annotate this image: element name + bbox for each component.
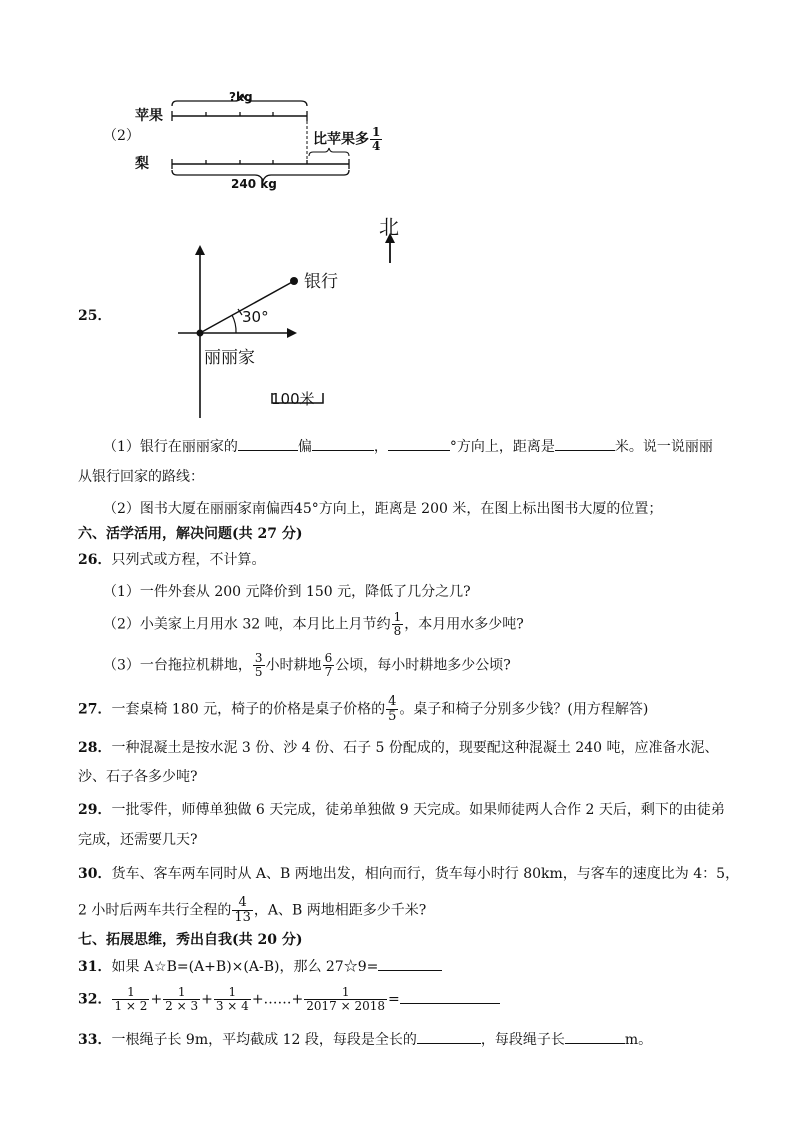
bank-label: 银行 [304, 272, 338, 292]
pear-total-label: 240 kg [231, 177, 277, 191]
q26: 26．只列式或方程，不计算。 [78, 552, 266, 568]
north-label: 北 [379, 215, 399, 239]
q29: 29．一批零件，师傅单独做 6 天完成，徒弟单独做 9 天完成。如果师徒两人合作 2 天后，剩下的由徒弟 [78, 802, 725, 818]
q28-line2: 沙、石子各多少吨? [78, 769, 198, 785]
answer-blank[interactable] [388, 436, 450, 451]
fraction: $\frac{4}{13}$ [234, 895, 251, 925]
compare-text: 比苹果多 $\frac{1}{4}$ [313, 125, 381, 153]
apple-total-label: ?kg [229, 90, 253, 104]
compass-diagram [150, 205, 410, 425]
segment-diagram [95, 82, 415, 197]
apple-label: 苹果 [135, 108, 163, 124]
q30: 30．货车、客车两车同时从 A、B 两地出发，相向而行，货车每小时行 80km，与客车的速度比为 4：5， [78, 866, 740, 882]
q25-part2: （2）图书大厦在丽丽家南偏西45°方向上，距离是 200 米，在图上标出图书大厦的位置； [103, 501, 663, 517]
q26-sub1: （1）一件外套从 200 元降价到 150 元，降低了几分之几? [103, 584, 471, 600]
q25-part1: （1）银行在丽丽家的 偏 ， °方向上，距离是 米。说一说丽丽 [103, 436, 713, 457]
answer-blank[interactable] [555, 436, 615, 451]
q32: 32． $\frac{1}{1 \times 2}$ + $\frac{1}{2 \times 3}$ + $\frac{1}{3 \times 4}$ +……+ $\frac{1}{2017 \times 2018}$ = [78, 986, 500, 1013]
home-label: 丽丽家 [204, 348, 255, 368]
q25-number: 25． [78, 308, 112, 324]
q27: 27．一套桌椅 180 元，椅子的价格是桌子价格的 $\frac{4}{5}$ 。桌子和椅子分别多少钱？(用方程解答) [78, 694, 649, 724]
angle-label: 30° [242, 308, 269, 326]
diagram-index: （2） [103, 128, 140, 144]
q31: 31．如果 A☆B=(A+B)×(A-B)，那么 27☆9= [78, 956, 442, 977]
fraction: $\frac{3}{5}$ [254, 651, 263, 679]
answer-blank[interactable] [238, 436, 298, 451]
fraction: $\frac{1}{2017 \times 2018}$ [306, 985, 386, 1013]
q33: 33．一根绳子长 9m，平均截成 12 段，每段是全长的 ，每段绳子长 m。 [78, 1029, 652, 1050]
q28: 28．一种混凝土是按水泥 3 份、沙 4 份、石子 5 份配成的，现要配这种混凝土 240 吨，应准备水泥、 [78, 740, 719, 756]
q25-part1-line2: 从银行回家的路线： [78, 469, 204, 485]
fraction: $\frac{1}{2 \times 3}$ [165, 985, 199, 1013]
answer-blank[interactable] [400, 989, 500, 1004]
answer-blank[interactable] [312, 436, 374, 451]
fraction: $\frac{1}{1 \times 2}$ [114, 985, 148, 1013]
q29-line2: 完成，还需要几天? [78, 832, 198, 848]
pear-label: 梨 [135, 156, 149, 172]
answer-blank[interactable] [378, 956, 442, 971]
section7-heading: 七、拓展思维，秀出自我(共 20 分) [78, 932, 303, 948]
compare-fraction: $\frac{1}{4}$ [372, 125, 381, 153]
section6-heading: 六、活学活用，解决问题(共 27 分) [78, 526, 303, 542]
scale-label: 100米 [271, 390, 315, 408]
q26-sub3: （3）一台拖拉机耕地， $\frac{3}{5}$ 小时耕地 $\frac{6}{7}$ 公顷，每小时耕地多少公顷? [103, 651, 511, 679]
fraction: $\frac{1}{3 \times 4}$ [215, 985, 249, 1013]
q26-sub2: （2）小美家上月用水 32 吨，本月比上月节约 $\frac{1}{8}$ ，本月用水多少吨? [103, 610, 524, 638]
answer-blank[interactable] [565, 1029, 625, 1044]
fraction: $\frac{6}{7}$ [324, 651, 333, 679]
answer-blank[interactable] [417, 1029, 481, 1044]
fraction: $\frac{1}{8}$ [393, 610, 402, 638]
fraction: $\frac{4}{5}$ [388, 694, 397, 724]
q30-line2: 2 小时后两车共行全程的 $\frac{4}{13}$ ，A、B 两地相距多少千米? [78, 895, 427, 925]
